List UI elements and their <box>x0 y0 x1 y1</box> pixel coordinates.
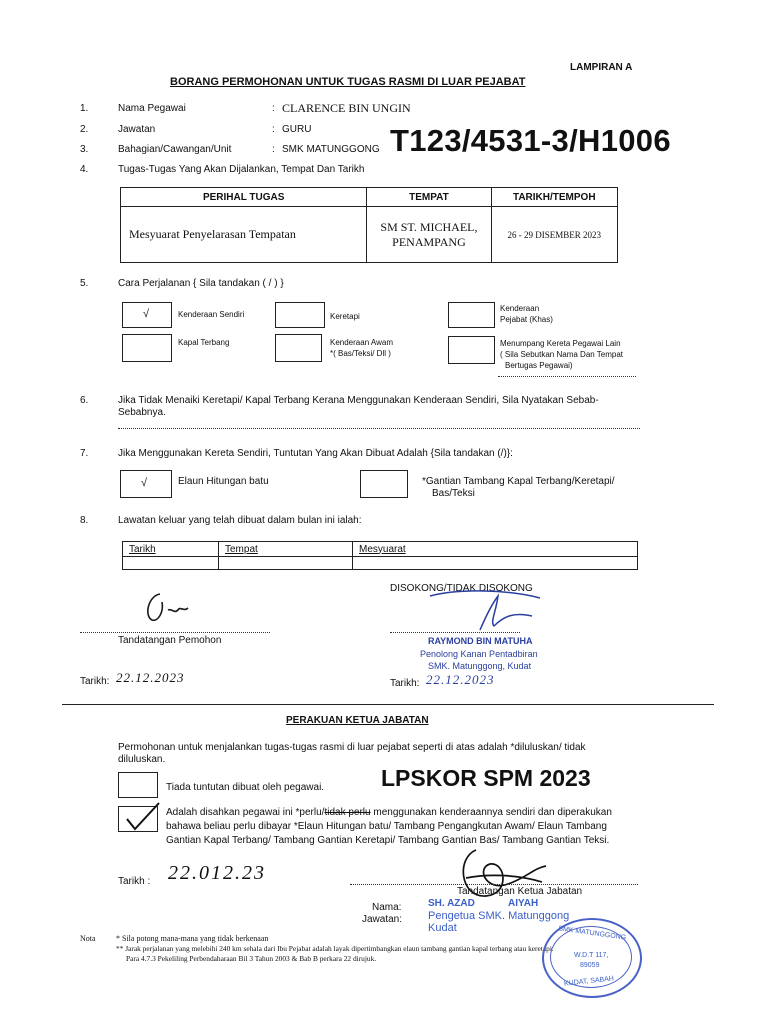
table-cell <box>353 557 638 570</box>
dotted-line <box>350 884 638 885</box>
nota-label: Nota <box>80 934 96 943</box>
item4-num: 4. <box>80 164 89 175</box>
item5-label: Cara Perjalanan { Sila tandakan ( / ) } <box>118 278 284 289</box>
field-num: 2. <box>80 124 89 135</box>
field-colon: : <box>272 124 275 135</box>
item6-label-2: Sebabnya. <box>118 407 166 418</box>
nama-value-2: AIYAH <box>508 898 539 909</box>
jawatan-value-2: Kudat <box>428 922 457 934</box>
option-label-3: Bertugas Pegawai) <box>505 361 573 370</box>
field-value: GURU <box>282 124 312 135</box>
nama-label: Nama: <box>372 902 402 913</box>
field-value: SMK MATUNGGONG <box>282 144 380 155</box>
option-label-2: Bas/Teksi <box>432 488 475 499</box>
td-tarikh: 26 - 29 DISEMBER 2023 <box>491 207 617 263</box>
nota-line-1: * Sila potong mana-mana yang tidak berkenaan <box>116 934 269 943</box>
jawatan-value: Pengetua SMK. Matunggong <box>428 910 570 922</box>
checkbox-kenderaan-awam[interactable] <box>275 334 322 362</box>
item7-label: Jika Menggunakan Kereta Sendiri, Tuntutan Yang Akan Dibuat Adalah {Sila tandakan (/)}: <box>118 448 513 459</box>
seal-bottom-text: KUDAT, SABAH <box>563 975 615 988</box>
checkbox-menumpang[interactable] <box>448 336 495 364</box>
td-tempat: SM ST. MICHAEL, PENAMPANG <box>367 207 491 263</box>
checkmark-icon <box>123 801 163 835</box>
opt2-part-b: menggunakan kenderaannya sendiri dan diperakukan <box>370 807 612 818</box>
checkmark: √ <box>141 477 148 489</box>
option-label-2: ( Sila Sebutkan Nama Dan Tempat <box>500 350 624 359</box>
penyokong-signature <box>420 586 560 636</box>
td-perihal: Mesyuarat Penyelarasan Tempatan <box>121 207 367 263</box>
section-divider <box>62 704 714 705</box>
perakuan-intro-2: diluluskan. <box>118 754 166 765</box>
tarikh-pemohon: 22.12.2023 <box>116 670 185 685</box>
form-title: BORANG PERMOHONAN UNTUK TUGAS RASMI DI LUAR PEJABAT <box>170 76 526 88</box>
pemohon-label: Tandatangan Pemohon <box>118 635 222 646</box>
lawatan-table <box>122 541 638 570</box>
checkbox-disahkan[interactable] <box>118 806 158 832</box>
th-tarikh: TARIKH/TEMPOH <box>491 188 617 207</box>
option-label: Keretapi <box>330 312 360 321</box>
option-label: Kenderaan Sendiri <box>178 310 245 319</box>
option-label: Elaun Hitungan batu <box>178 476 269 487</box>
pemohon-signature <box>138 588 198 628</box>
jawatan-label: Jawatan: <box>362 914 403 925</box>
field-label: Jawatan <box>118 124 156 135</box>
field-colon: : <box>272 103 275 114</box>
checkbox-tiada-tuntutan[interactable] <box>118 772 158 798</box>
tarikh-penyokong: 22.12.2023 <box>426 672 495 687</box>
lampiran-label: LAMPIRAN A <box>570 62 633 73</box>
th-tempat: TEMPAT <box>367 188 491 207</box>
seal-top-text: SMK MATUNGGONG <box>557 925 627 942</box>
checkmark: √ <box>143 308 150 320</box>
event-stamp: LPSKOR SPM 2023 <box>381 765 591 791</box>
ketua-label: Tandatangan Ketua Jabatan <box>457 886 583 897</box>
reference-code: T123/4531-3/H1006 <box>390 123 671 158</box>
nota-line-2: ** Jarak perjalanan yang melebihi 240 km sehala dari Ibu Pejabat adalah layak dipertimbangkan elaun tambang gantian kapal terbang atau keretapi. <box>116 944 554 953</box>
option-label: Kenderaan <box>500 304 540 313</box>
item4-label: Tugas-Tugas Yang Akan Dijalankan, Tempat Dan Tarikh <box>118 164 365 175</box>
field-label: Nama Pegawai <box>118 103 186 114</box>
checkbox-elaun-hitungan[interactable] <box>120 470 172 498</box>
tarikh-label: Tarikh: <box>390 678 420 689</box>
dotted-line <box>118 428 640 429</box>
th-perihal: PERIHAL TUGAS <box>121 188 367 207</box>
dotted-line <box>498 376 636 377</box>
table-cell <box>123 557 219 570</box>
field-label: Bahagian/Cawangan/Unit <box>118 144 232 155</box>
item6-num: 6. <box>80 395 89 406</box>
seal-mid-text: W.D.T 117, <box>574 952 609 959</box>
tarikh-label: Tarikh : <box>118 876 151 887</box>
checkbox-keretapi[interactable] <box>275 302 325 328</box>
option-2-line-2: bahawa beliau perlu dibayar *Elaun Hitungan batu/ Tambang Pengangkutan Awam/ Elaun Tambang <box>166 821 607 832</box>
checkbox-kapal-terbang[interactable] <box>122 334 172 362</box>
option-label-2: Pejabat (Khas) <box>500 315 553 324</box>
field-num: 1. <box>80 103 89 114</box>
table-cell <box>219 557 353 570</box>
item5-num: 5. <box>80 278 89 289</box>
option-label: Kenderaan Awam <box>330 338 394 347</box>
tarikh-label: Tarikh: <box>80 676 110 687</box>
checkbox-kenderaan-pejabat[interactable] <box>448 302 495 328</box>
perakuan-intro: Permohonan untuk menjalankan tugas-tugas rasmi di luar pejabat seperti di atas adalah *diluluskan/ tidak <box>118 742 586 753</box>
option-2-line-1 <box>166 807 612 818</box>
nota-line-3: Para 4.7.3 Pekeliling Perbendaharaan Bil 3 Tahun 2003 & Bab B perkara 22 dirujuk. <box>126 954 377 963</box>
nama-value: SH. AZAD <box>428 898 475 909</box>
option-2-line-3: Gantian Kapal Terbang/ Tambang Gantian Keretapi/ Tambang Gantian Bas/ Tambang Gantian Teksi. <box>166 835 610 846</box>
option-label: Kapal Terbang <box>178 338 230 347</box>
item6-label: Jika Tidak Menaiki Keretapi/ Kapal Terbang Kerana Menggunakan Kenderaan Sendiri, Sila Nyatakan Sebab- <box>118 395 599 406</box>
opt2-strikethrough: tidak perlu <box>324 807 371 818</box>
field-value: CLARENCE BIN UNGIN <box>282 101 411 115</box>
field-num: 3. <box>80 144 89 155</box>
school-seal <box>542 918 642 998</box>
th-tarikh: Tarikh <box>123 542 219 557</box>
tarikh-ketua: 22.012.23 <box>168 862 266 884</box>
disokong-label: DISOKONG/TIDAK DISOKONG <box>390 583 533 594</box>
penyokong-place: SMK. Matunggong, Kudat <box>428 661 532 671</box>
penyokong-name: RAYMOND BIN MATUHA <box>428 636 533 646</box>
dotted-line <box>390 632 520 633</box>
item8-num: 8. <box>80 515 89 526</box>
option-label-2: *( Bas/Teksi/ Dll ) <box>330 349 391 358</box>
tugas-table <box>120 187 618 263</box>
field-colon: : <box>272 144 275 155</box>
item8-label: Lawatan keluar yang telah dibuat dalam bulan ini ialah: <box>118 515 362 526</box>
option-label: Menumpang Kereta Pegawai Lain <box>500 339 621 348</box>
seal-mid-text-2: 89059 <box>580 962 600 969</box>
opt2-part-a: Adalah disahkan pegawai ini *perlu/ <box>166 807 325 818</box>
dotted-line <box>80 632 270 633</box>
option-label: Tiada tuntutan dibuat oleh pegawai. <box>166 782 325 793</box>
item7-num: 7. <box>80 448 89 459</box>
checkbox-kenderaan-sendiri[interactable] <box>122 302 172 328</box>
th-tempat: Tempat <box>219 542 353 557</box>
option-label: *Gantian Tambang Kapal Terbang/Keretapi/ <box>422 476 615 487</box>
th-mesyuarat: Mesyuarat <box>353 542 638 557</box>
perakuan-title: PERAKUAN KETUA JABATAN <box>286 715 429 726</box>
penyokong-title: Penolong Kanan Pentadbiran <box>420 649 538 659</box>
checkbox-gantian-tambang[interactable] <box>360 470 408 498</box>
